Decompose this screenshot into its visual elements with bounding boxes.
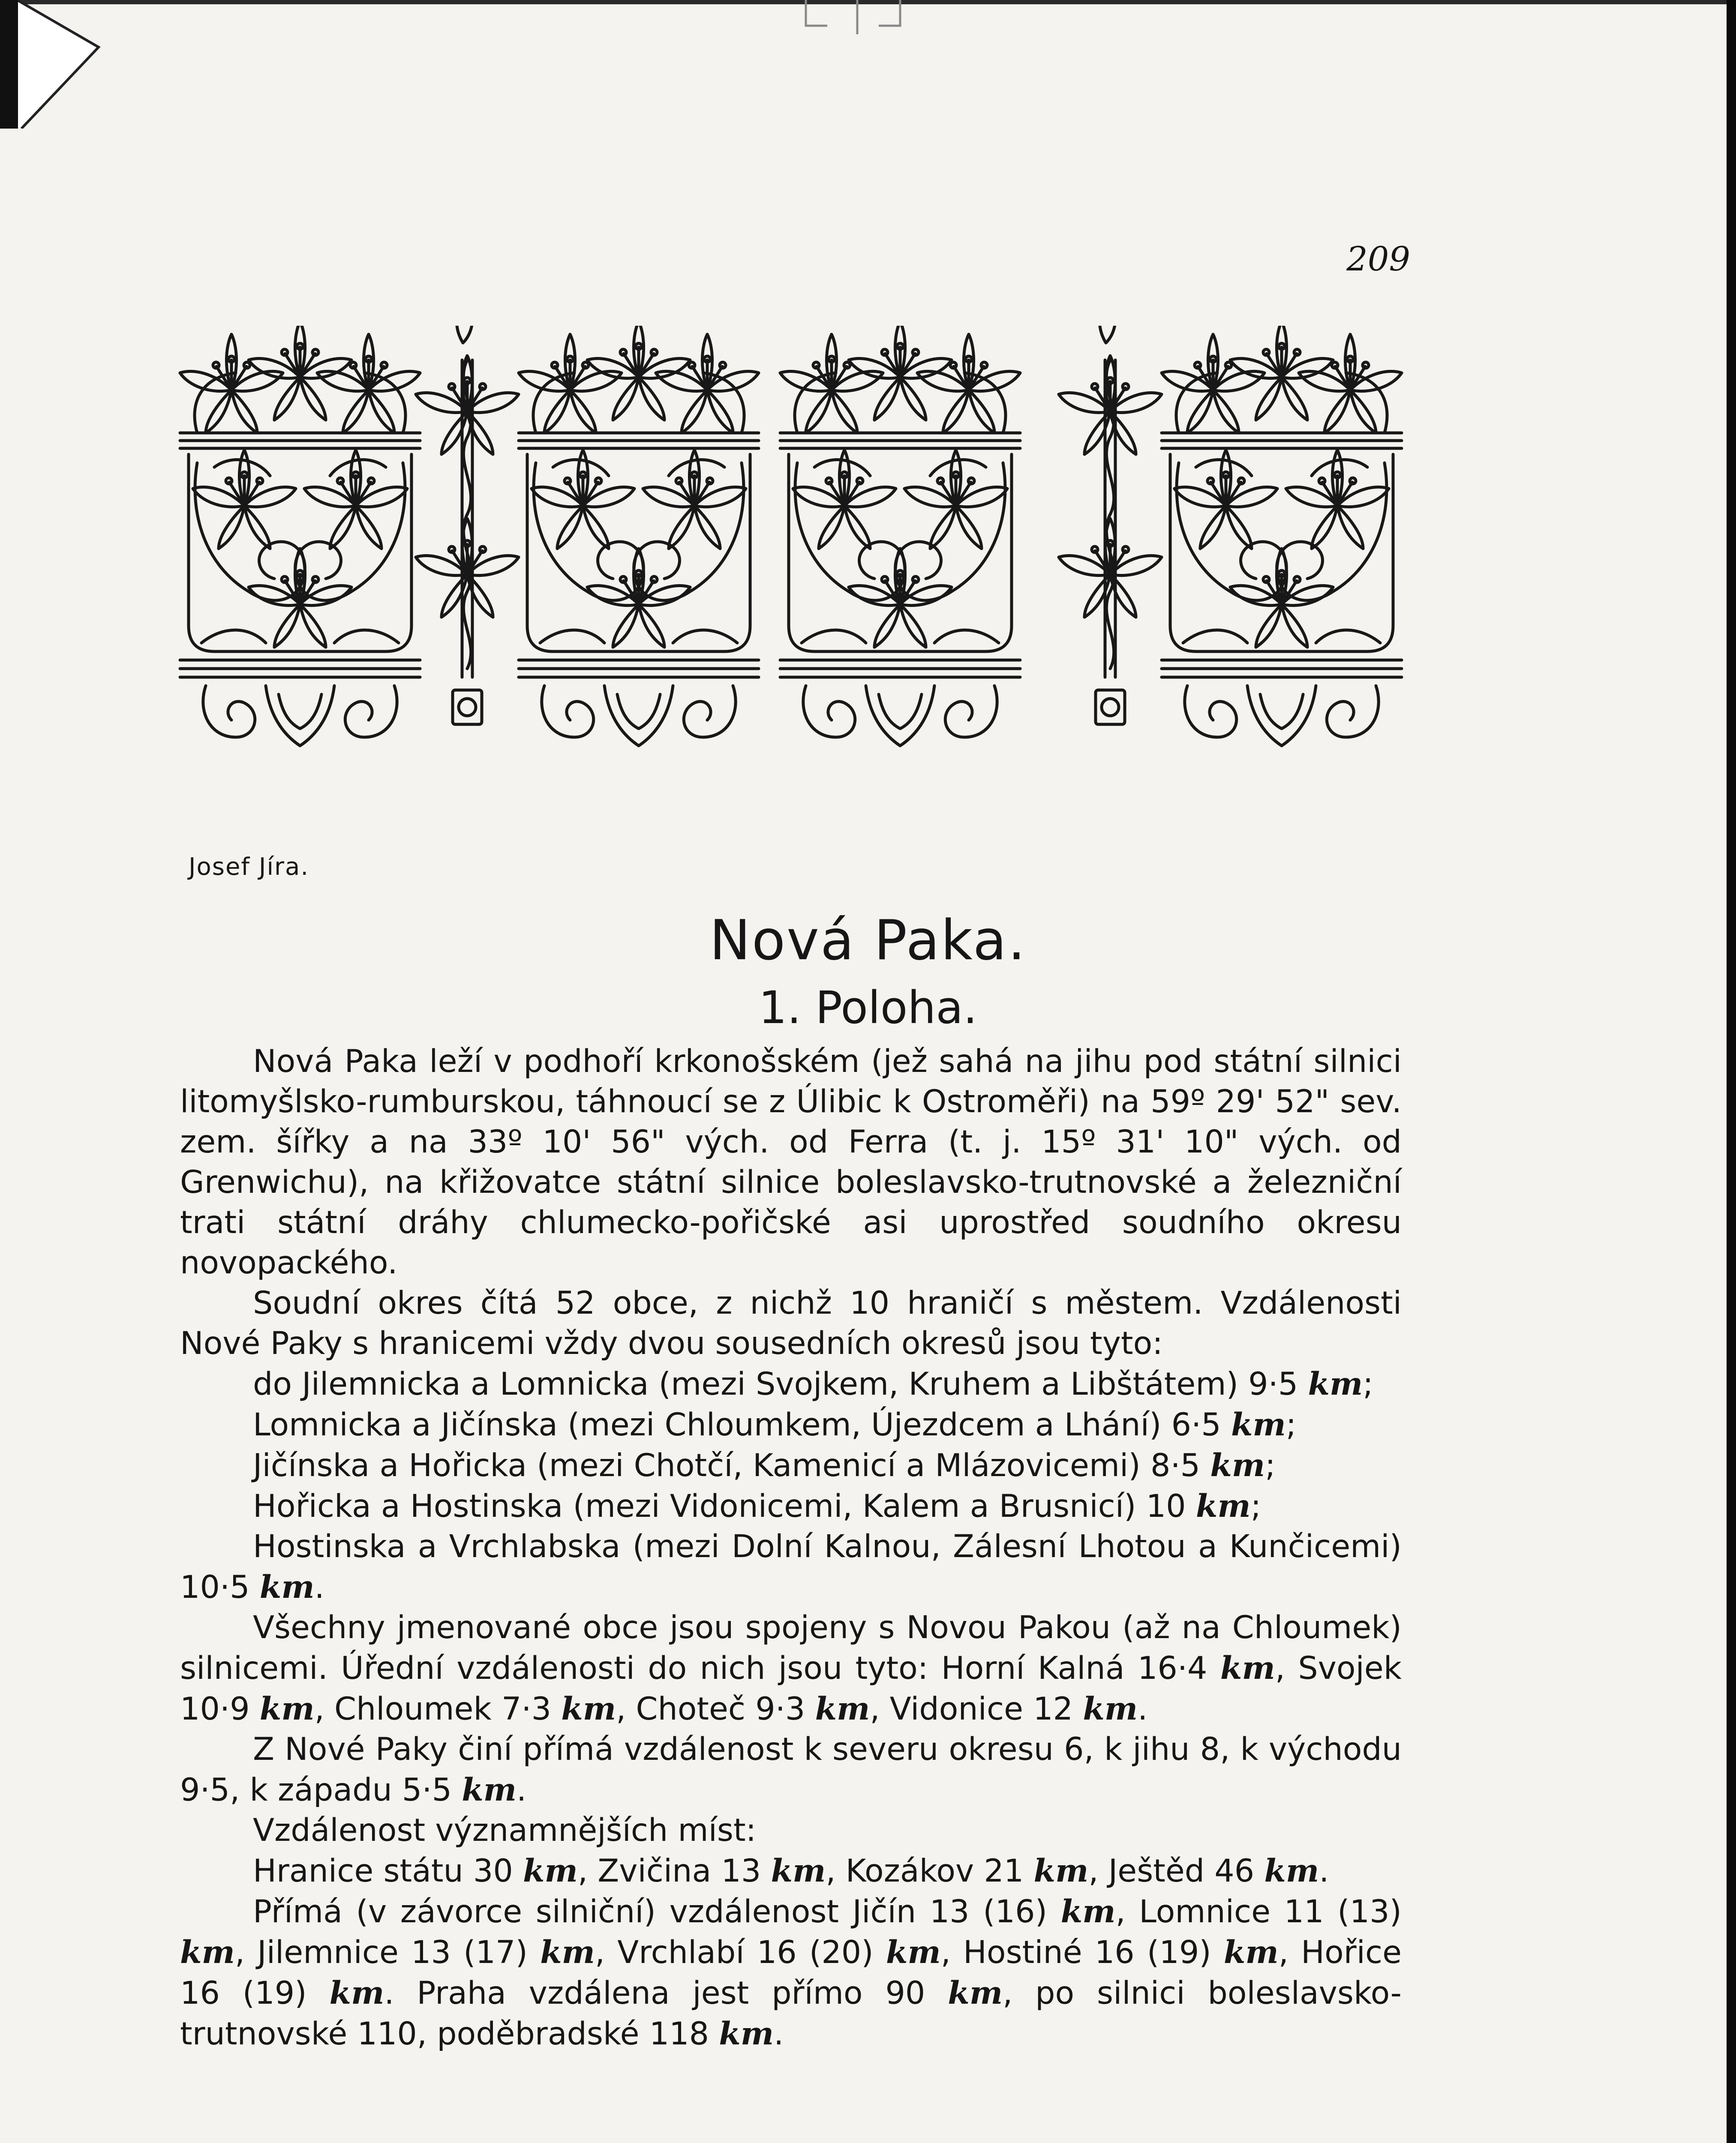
artist-credit: Josef Jíra.	[189, 853, 309, 881]
distance-line: Hostinska a Vrchlabska (mezi Dolní Kalnou, Zálesní Lhotou a Kunčicemi) 10·5 km.	[180, 1528, 1402, 1606]
paragraph-district: Soudní okres čítá 52 obce, z nichž 10 hraničí s městem. Vzdálenosti Nové Paky s hranicemi vždy dvou sousedních okresů jsou tyto:	[180, 1285, 1402, 1362]
paragraph-roads: Všechny jmenované obce jsou spojeny s Novou Pakou (až na Chloumek) silnicemi. Úřední vzdálenosti do nich jsou tyto: Horní Kalná 16·4 km, Svojek 10·9 km, Chloumek 7·3 km, Choteč 9·3 km, Vidonice 12 km.	[180, 1609, 1402, 1727]
paragraph-notable-list: Hranice státu 30 km, Zvičina 13 km, Kozákov 21 km, Ještěd 46 km.	[253, 1852, 1329, 1889]
distance-line: Lomnicka a Jičínska (mezi Chloumkem, Újezdcem a Lhání) 6·5 km;	[253, 1406, 1297, 1443]
scan-mark	[802, 0, 904, 39]
page-title: Nová Paka.	[709, 909, 1027, 972]
paragraph-notable-places: Vzdálenost významnějších míst:	[253, 1812, 757, 1849]
page-number: 209	[1346, 240, 1410, 279]
body-text	[180, 1041, 1402, 2054]
scan-right-edge	[1727, 0, 1736, 2143]
page-corner-fold	[0, 0, 103, 129]
distance-line: do Jilemnicka a Lomnicka (mezi Svojkem, Kruhem a Libštátem) 9·5 km;	[253, 1366, 1373, 1402]
art-nouveau-lily-ornament	[171, 326, 1419, 849]
section-heading: 1. Poloha.	[758, 981, 978, 1034]
distance-line: Hořicka a Hostinska (mezi Vidonicemi, Kalem a Brusnicí) 10 km;	[253, 1488, 1261, 1525]
paragraph-towns: Přímá (v závorce silniční) vzdálenost Jičín 13 (16) km, Lomnice 11 (13) km, Jilemnice 13 (17) km, Vrchlabí 16 (20) km, Hostiné 16 (19) km, Hořice 16 (19) km. Praha vzdálena jest přímo 90 km, po silnici boleslavsko-trutnovské 110, poděbradské 118 km.	[180, 1893, 1402, 2052]
paragraph-location: Nová Paka leží v podhoří krkonošském (jež sahá na jihu pod státní silnici litomyšlsko-rumburskou, táhnoucí se z Úlibic k Ostroměři) na 59º 29' 52" sev. zem. šířky a na 33º 10' 56" vých. od Ferra (t. j. 15º 31' 10" vých. od Grenwichu), na křižovatce státní silnice boleslavsko-trutnovské a železniční trati státní dráhy chlumecko-pořičské asi uprostřed soudního okresu novopackého.	[180, 1043, 1402, 1281]
distance-line: Jičínska a Hořicka (mezi Chotčí, Kamenicí a Mlázovicemi) 8·5 km;	[253, 1447, 1276, 1484]
paragraph-direct-distance: Z Nové Paky činí přímá vzdálenost k severu okresu 6, k jihu 8, k východu 9·5, k západu 5·5 km.	[180, 1731, 1402, 1808]
